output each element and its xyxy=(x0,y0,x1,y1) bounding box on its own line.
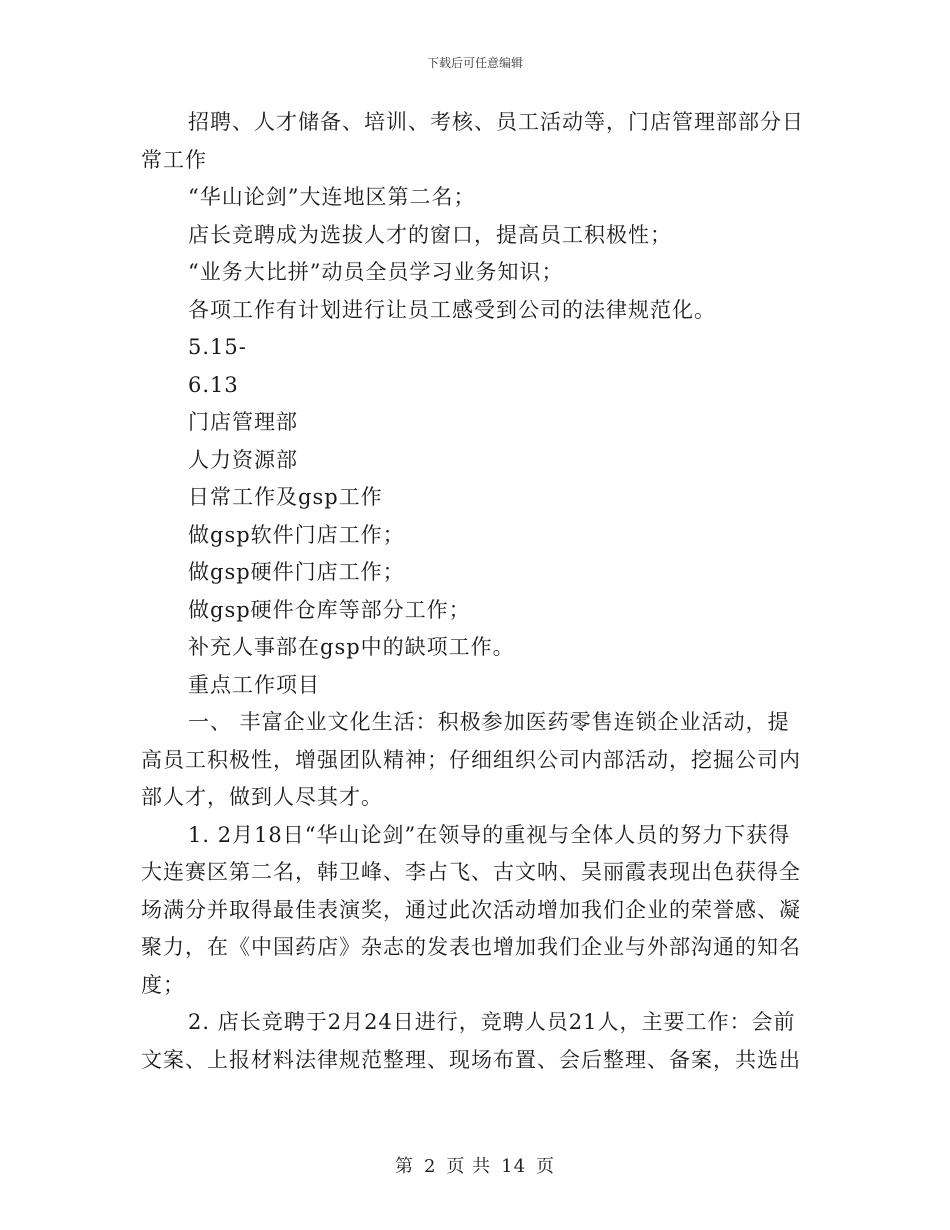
footer-prefix: 第 xyxy=(394,1156,414,1177)
paragraph-10: 日常工作及gsp工作 xyxy=(188,485,383,509)
paragraph-15: 重点工作项目 xyxy=(188,672,320,697)
paragraph-14: 补充人事部在gsp中的缺项工作。 xyxy=(188,635,515,659)
paragraph-7: 6.13 xyxy=(188,372,239,397)
paragraph-12: 做gsp硬件门店工作； xyxy=(188,560,405,584)
footer-suffix: 页 xyxy=(536,1156,556,1177)
paragraph-3: 店长竞聘成为选拔人才的窗口，提高员工积极性； xyxy=(188,222,672,247)
document-body xyxy=(141,104,809,1079)
paragraph-16: 一、 丰富企业文化生活：积极参加医药零售连锁企业活动，提高员工积极性，增强团队精神；仔细组织公司内部活动，挖掘公司内部人才，做到人尽其才。 xyxy=(141,710,801,809)
paragraph-5: 各项工作有计划进行让员工感受到公司的法律规范化。 xyxy=(188,297,716,322)
footer-middle: 页 共 xyxy=(446,1156,492,1177)
paragraph-8: 门店管理部 xyxy=(188,410,298,434)
paragraph-2: “华山论剑”大连地区第二名； xyxy=(188,185,476,209)
paragraph-18: 2. 店长竞聘于2月24日进行，竞聘人员21人，主要工作：会前文案、上报材料法律规范整理、现场布置、会后整理、备案，共选出 xyxy=(141,1010,801,1072)
page-footer xyxy=(0,1152,950,1178)
paragraph-17: 1. 2月18日“华山论剑”在领导的重视与全体人员的努力下获得大连赛区第二名，韩卫峰、李占飞、古文呐、吴丽霞表现出色获得全场满分并取得最佳表演奖，通过此次活动增加我们企业的荣誉感、凝聚力，在《中国药店》杂志的发表也增加我们企业与外部沟通的知名度； xyxy=(141,822,801,997)
footer-current-page: 2 xyxy=(423,1156,437,1177)
paragraph-13: 做gsp硬件仓库等部分工作； xyxy=(188,597,471,622)
paragraph-6: 5.15- xyxy=(188,335,247,359)
footer-total-pages: 14 xyxy=(501,1156,527,1177)
page-header-note: 下载后可任意编辑 xyxy=(426,56,523,70)
paragraph-4: “业务大比拼”动员全员学习业务知识； xyxy=(188,260,564,284)
paragraph-9: 人力资源部 xyxy=(188,447,298,472)
paragraph-1: 招聘、人才储备、培训、考核、员工活动等，门店管理部部分日常工作 xyxy=(141,110,804,172)
paragraph-11: 做gsp软件门店工作； xyxy=(188,522,405,547)
